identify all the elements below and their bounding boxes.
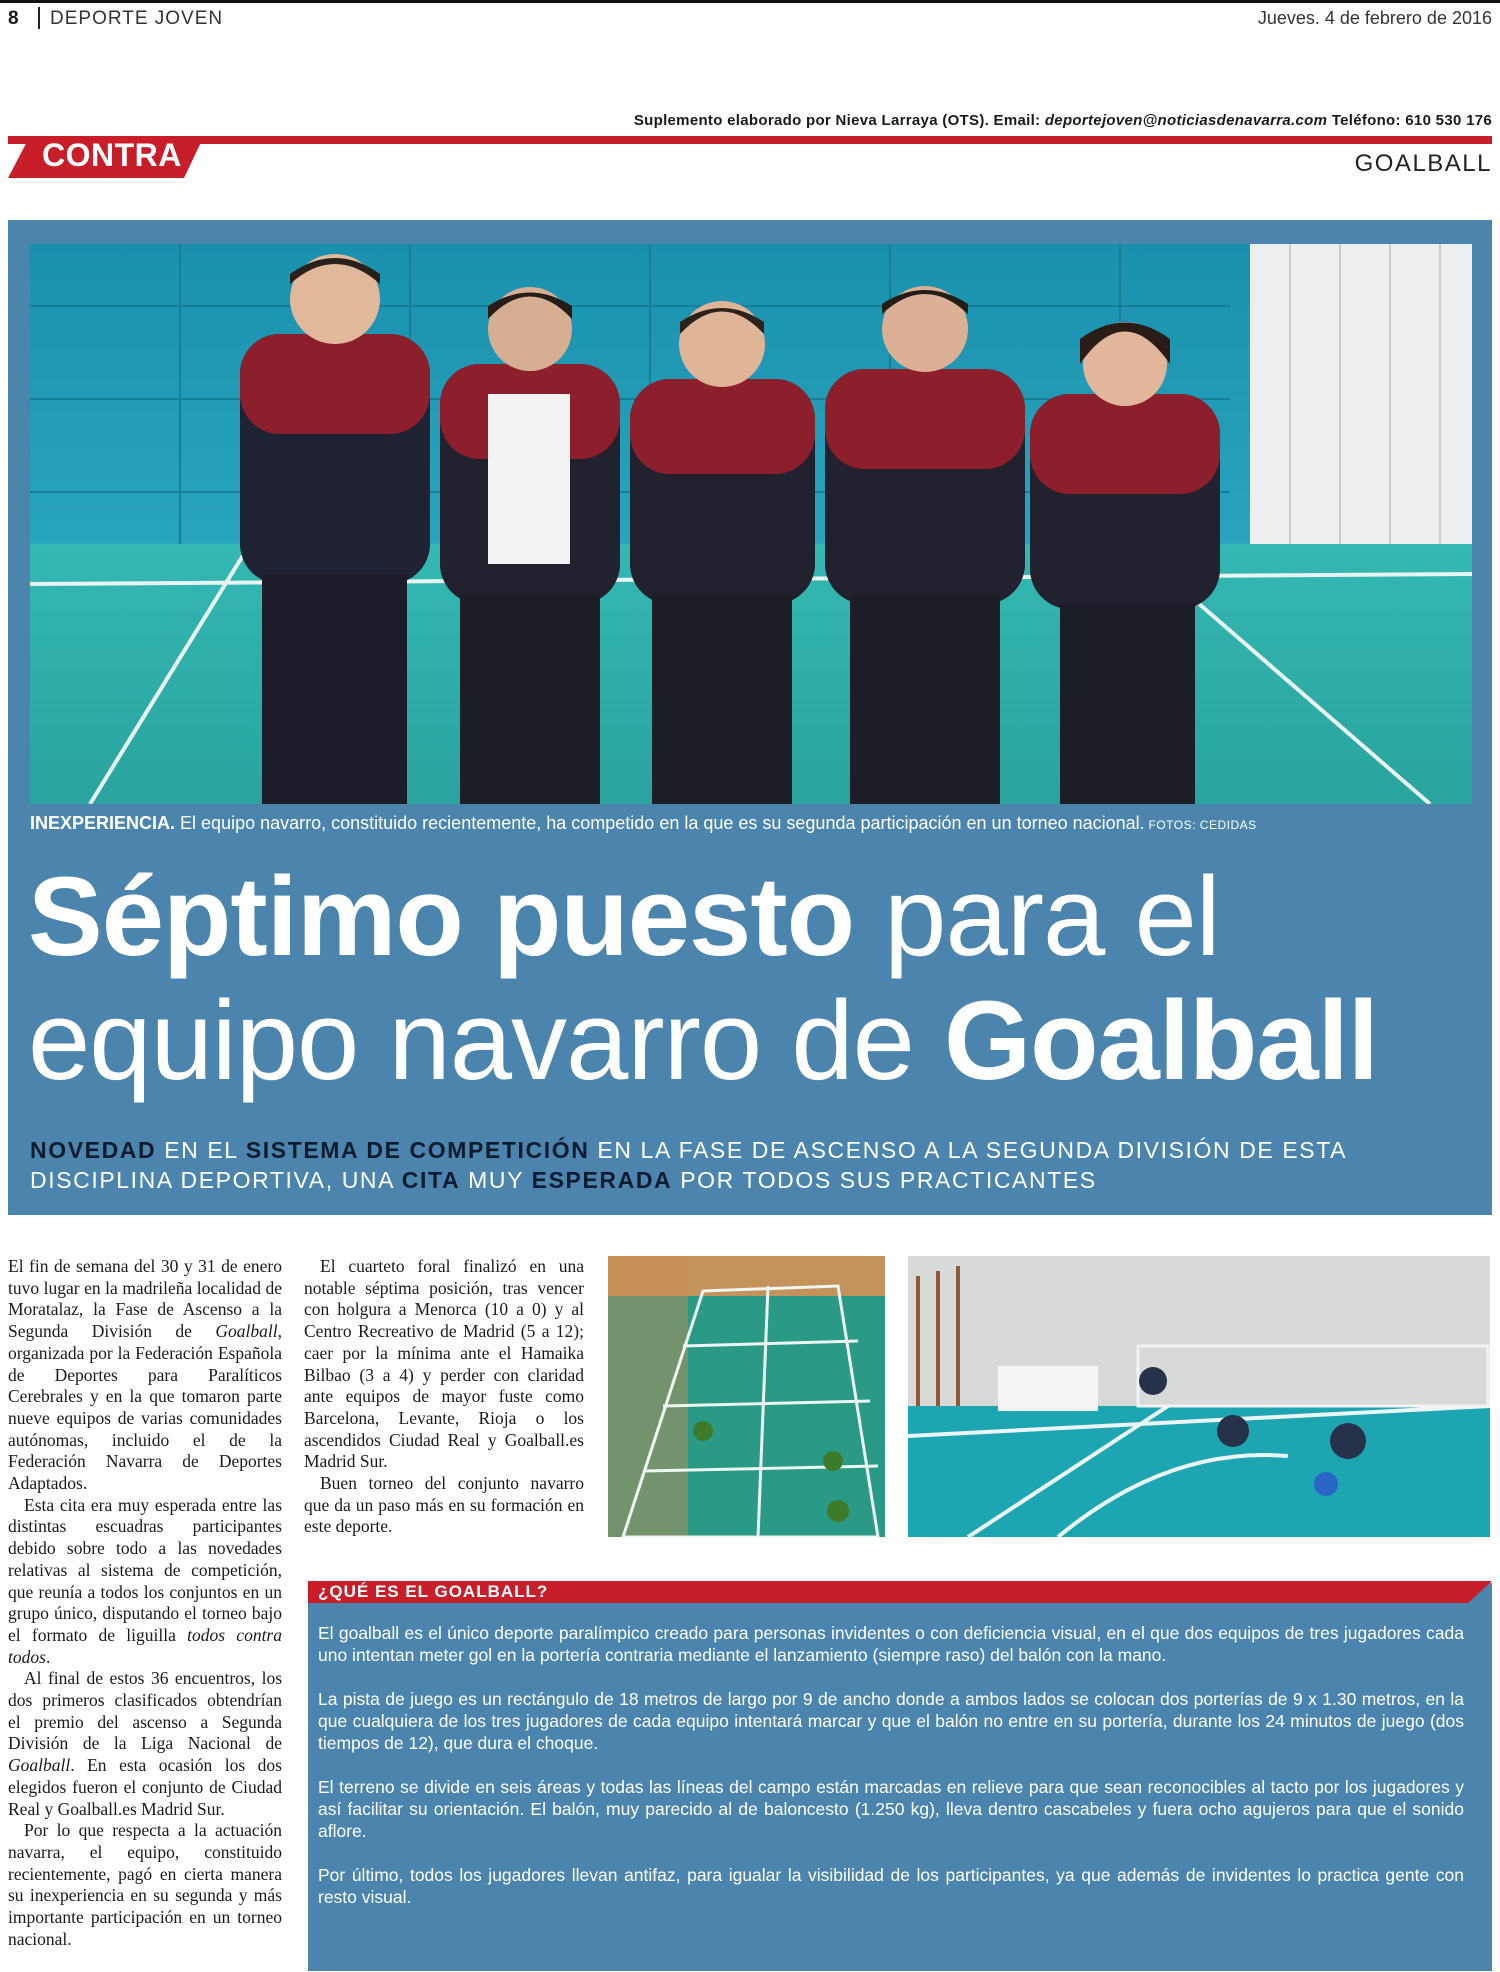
headline-bold-1: Séptimo puesto [28, 854, 855, 979]
headline-light-2: equipo navarro de [28, 978, 945, 1103]
deck [30, 1135, 1470, 1195]
body-paragraph-5: El cuarteto foral finalizó en una notable séptima posición, tras vencer con holgura a Menorca (10 a 0) y al Centro Recreativo de Madrid (5 a 12); caer por la mínima ante el Hamaika Bilbao (3 a 4) y perder con claridad ante equipos de mayor fuste como Barcelona, Levante, Rioja o los ascendidos Ciudad Real y Goalball.es Madrid Sur. [304, 1256, 584, 1472]
body-paragraph-1 [8, 1256, 282, 1495]
info-box-title: ¿QUÉ ES EL GOALBALL? [318, 1582, 549, 1601]
body-italic: todos contra todos [8, 1624, 282, 1667]
body-text: . En esta ocasión los dos elegidos fueron el conjunto de Ciudad Real y Goalball.es Madrid Sur. [8, 1755, 282, 1819]
deck-s1: NOVEDAD [30, 1137, 157, 1163]
body-text: Al final de estos 36 encuentros, los dos primeros clasificados obtendrían el premio del ascenso a Segunda División de la Liga Nacional de [8, 1668, 282, 1754]
deck-s4: EN LA FASE DE ASCENSO A LA SEGUNDA DIVISIÓN DE ESTA DISCIPLINA DEPORTIVA, UNA [30, 1137, 1346, 1193]
body-text: Esta cita era muy esperada entre las distintas escuadras participantes debido sobre todo a las novedades relativas al sistema de competición, que reunía a todos los conjuntos en un grupo único, disputando el torneo bajo el formato de liguilla [8, 1494, 282, 1645]
top-rule [0, 0, 1500, 3]
credit-email: deportejoven@noticiasdenavarra.com [1044, 112, 1328, 129]
headline [28, 855, 1478, 1103]
deck-s5: CITA [401, 1167, 461, 1193]
page-number: 8 [8, 8, 19, 29]
info-paragraph-2: La pista de juego es un rectángulo de 18 metros de largo por 9 de ancho donde a ambos lados se colocan dos porterías de 9 x 1.30 metros, en la que cualquiera de los tres jugadores de cada equipo intentará marcar y que el balón no entre en su portería, durante los 24 minutos de juego (dos tiempos de 12), que dura el choque. [318, 1689, 1464, 1753]
supplement-credit [634, 112, 1492, 129]
caption-text: El equipo navarro, constituido recientemente, ha competido en la que es su segunda participación en un torneo nacional. [175, 813, 1145, 833]
court-action-graphic [908, 1256, 1490, 1537]
section-divider [38, 7, 40, 29]
court-overhead-graphic [608, 1256, 885, 1537]
body-paragraph-3 [8, 1668, 282, 1820]
body-italic: Goalball [8, 1755, 71, 1776]
info-box-body [318, 1622, 1464, 1930]
deck-s6: MUY [460, 1167, 532, 1193]
contra-label: CONTRA [42, 137, 182, 173]
headline-line-1 [28, 855, 1478, 979]
headline-line-2 [28, 979, 1478, 1103]
deck-s7: ESPERADA [531, 1167, 673, 1193]
body-text: El fin de semana del 30 y 31 de enero tuvo lugar en la madrileña localidad de Moratalaz, la Fase de Ascenso a la Segunda División de [8, 1256, 282, 1342]
body-paragraph-6: Buen torneo del conjunto navarro que da un paso más en su formación en este deporte. [304, 1473, 584, 1537]
body-text: . [45, 1646, 51, 1667]
body-paragraph-4: Por lo que respecta a la actuación navarra, el equipo, constituido recientemente, pagó en cierta manera su inexperiencia en su segunda y más importante participación en un torneo nacional. [8, 1820, 282, 1949]
body-column-2 [304, 1256, 584, 1538]
info-paragraph-3: El terreno se divide en seis áreas y todas las líneas del campo están marcadas en relieve para que sean reconocibles al tacto por los jugadores y así facilitar su orientación. El balón, muy parecido al de baloncesto (1.250 kg), lleva dentro cascabeles y fuera ocho agujeros para que el sonido aflore. [318, 1777, 1464, 1841]
deck-s3: SISTEMA DE COMPETICIÓN [245, 1137, 590, 1163]
credit-phone: Teléfono: 610 530 176 [1327, 112, 1492, 129]
team-photo [30, 244, 1472, 804]
body-paragraph-2 [8, 1495, 282, 1669]
caption-lead: INEXPERIENCIA. [30, 813, 176, 833]
headline-bold-2: Goalball [944, 978, 1378, 1103]
court-action-photo [908, 1256, 1490, 1537]
headline-light-1: para el [854, 854, 1220, 979]
photo-caption [30, 813, 1472, 834]
credit-prefix: Suplemento elaborado por Nieva Larraya (OTS). Email: [633, 112, 1045, 129]
court-overhead-photo [608, 1256, 885, 1537]
team-photo-graphic [30, 244, 1472, 804]
deck-s8: POR TODOS SUS PRACTICANTES [672, 1167, 1097, 1193]
body-italic: Goalball [215, 1321, 278, 1342]
red-rule [8, 136, 1492, 144]
body-column-1 [8, 1256, 282, 1951]
body-text: , organizada por la Federación Española de Deportes para Paralíticos Cerebrales y en la que tomaron parte nueve equipos de varias comunidades autónomas, incluido el de la Federación Navarra de Deportes Adaptados. [8, 1321, 282, 1494]
topic-label: GOALBALL [1354, 150, 1492, 177]
issue-date: Jueves. 4 de febrero de 2016 [1257, 8, 1492, 28]
section-name: DEPORTE JOVEN [50, 8, 224, 29]
caption-credit: FOTOS: CEDIDAS [1144, 818, 1257, 832]
info-paragraph-1: El goalball es el único deporte paralímpico creado para personas invidentes o con deficiencia visual, en el que dos equipos de tres jugadores cada uno intentan meter gol en la portería contraria mediante el lanzamiento (siempre raso) del balón con la mano. [318, 1623, 1464, 1665]
info-paragraph-4: Por último, todos los jugadores llevan antifaz, para igualar la visibilidad de los participantes, ya que además de invidentes lo practica gente con resto visual. [318, 1865, 1464, 1907]
deck-s2: EN EL [156, 1137, 246, 1163]
